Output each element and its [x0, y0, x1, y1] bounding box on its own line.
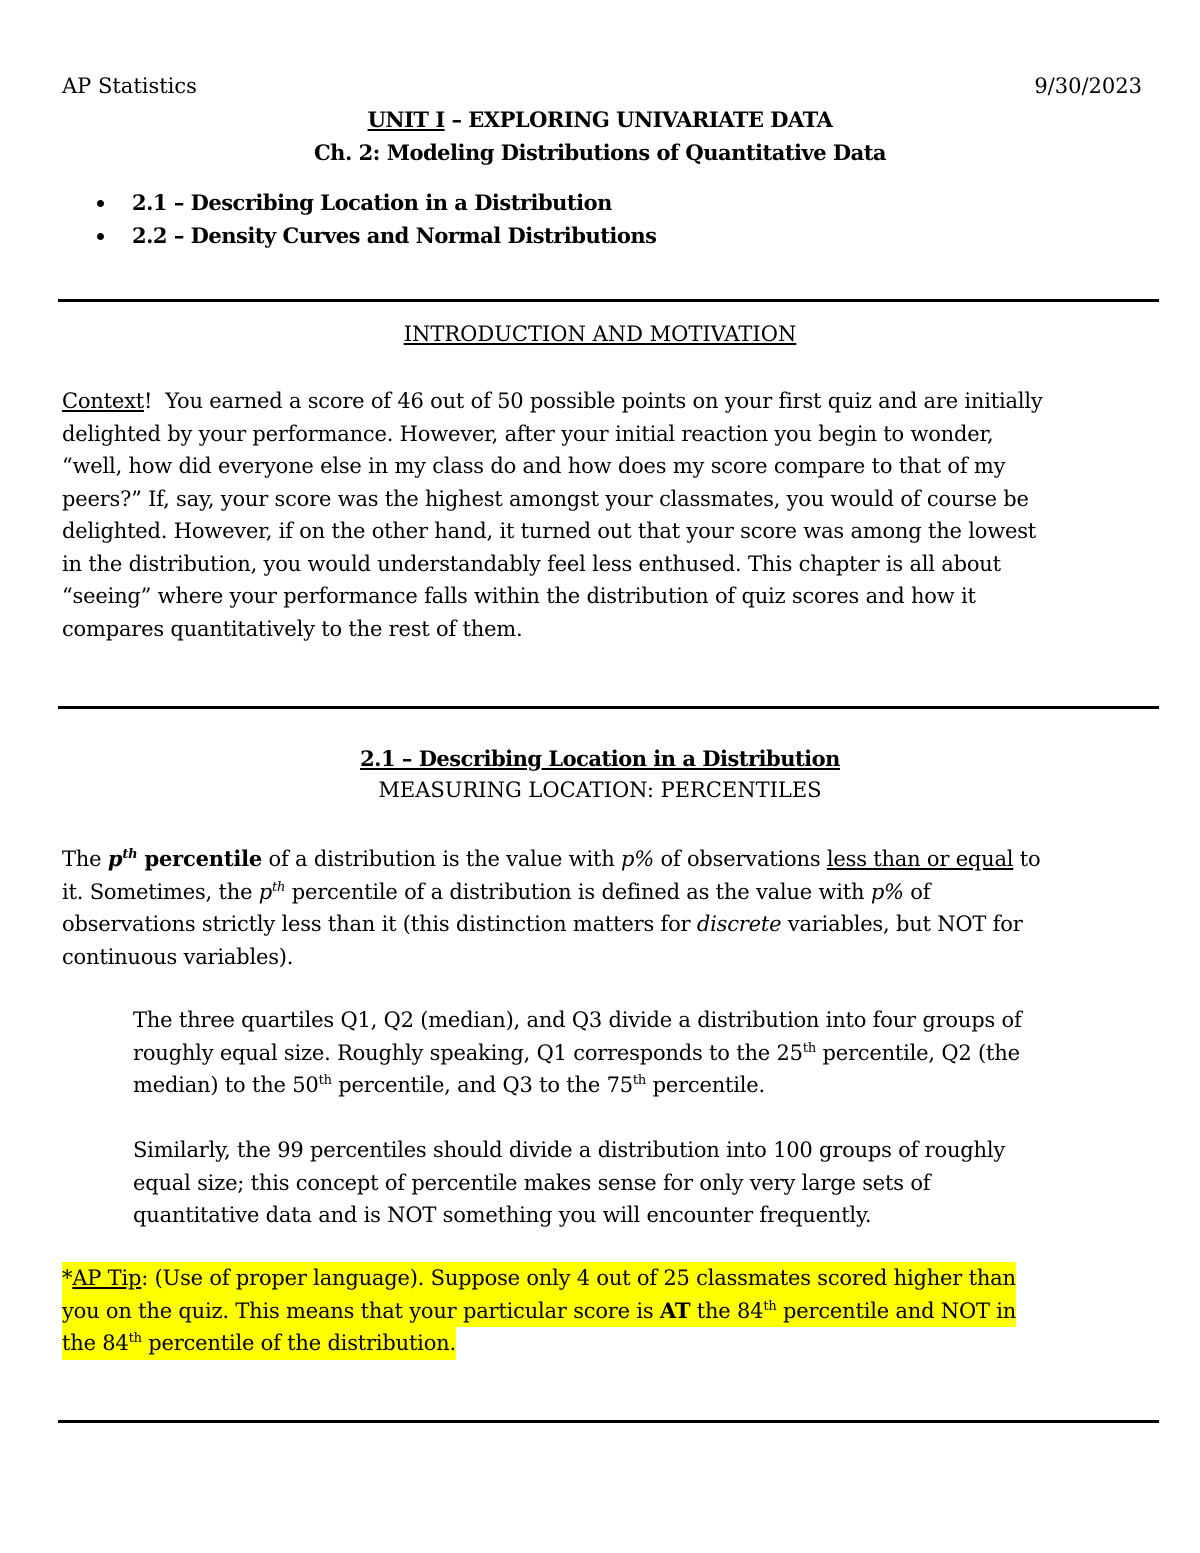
- intro-paragraph: Context! You earned a score of 46 out of 50 possible points on your first quiz and are initially delighted by your performance. However, after your initial reaction you begin to wonder, “well, how did everyone else in my class do and how does my score compare to that of my peers?” If, say, your score was the highest amongst your classmates, you would of course be delighted. However, if on the other hand, it turned out that your score was among the lowest in the distribution, you would understandably feel less enthused. This chapter is all about “seeing” where your performance falls within the distribution of quiz scores and how it compares quantitatively to the rest of them.: [62, 389, 1043, 641]
- unit-title: [0, 107, 1200, 132]
- percentile-definition: The $p^{th}$ percentile of a distribution is the value with p% of observations less than or equal to it. Sometimes, the $p^{th}$ percentile of a distribution is defined as the value with p% of observations strictly less than it (this distinction matters for discrete variables, but NOT for continuous variables).: [62, 846, 1041, 969]
- section-title: 2.1 – Describing Location in a Distribution: [360, 746, 840, 771]
- date: 9/30/2023: [1034, 74, 1142, 98]
- section-subtitle: MEASURING LOCATION: PERCENTILES: [378, 778, 822, 802]
- toc-item: 2.1 – Describing Location in a Distribution: [62, 186, 656, 219]
- divider: [58, 299, 1159, 302]
- divider: [58, 1420, 1159, 1423]
- toc-item: 2.2 – Density Curves and Normal Distributions: [62, 219, 656, 252]
- bullet-icon: [97, 233, 104, 240]
- course-name: AP Statistics: [62, 74, 197, 98]
- chapter-title: Ch. 2: Modeling Distributions of Quantitative Data: [313, 140, 887, 165]
- unit-number: UNIT I: [367, 107, 445, 132]
- percentiles-paragraph: Similarly, the 99 percentiles should divide a distribution into 100 groups of roughly equal size; this concept of percentile makes sense for only very large sets of quantitative data and is NOT something you will encounter frequently.: [133, 1138, 1006, 1227]
- bullet-icon: [97, 200, 104, 207]
- percentile-term: percentile: [137, 846, 263, 871]
- toc-list: [62, 186, 656, 252]
- unit-name: – EXPLORING UNIVARIATE DATA: [444, 107, 833, 132]
- divider: [58, 706, 1159, 709]
- ap-tip: *AP Tip: (Use of proper language). Suppose only 4 out of 25 classmates scored higher than you on the quiz. This means that your particular score is AT the 84th percentile and NOT in the 84th percentile of the distribution.: [62, 1262, 1162, 1360]
- quartiles-paragraph: The three quartiles Q1, Q2 (median), and Q3 divide a distribution into four groups of roughly equal size. Roughly speaking, Q1 corresponds to the 25th percentile, Q2 (the median) to the 50th percentile, and Q3 to the 75th percentile.: [133, 1008, 1022, 1097]
- intro-heading: INTRODUCTION AND MOTIVATION: [403, 322, 797, 346]
- ap-tip-label: AP Tip: [72, 1266, 142, 1290]
- context-label: Context: [62, 389, 144, 413]
